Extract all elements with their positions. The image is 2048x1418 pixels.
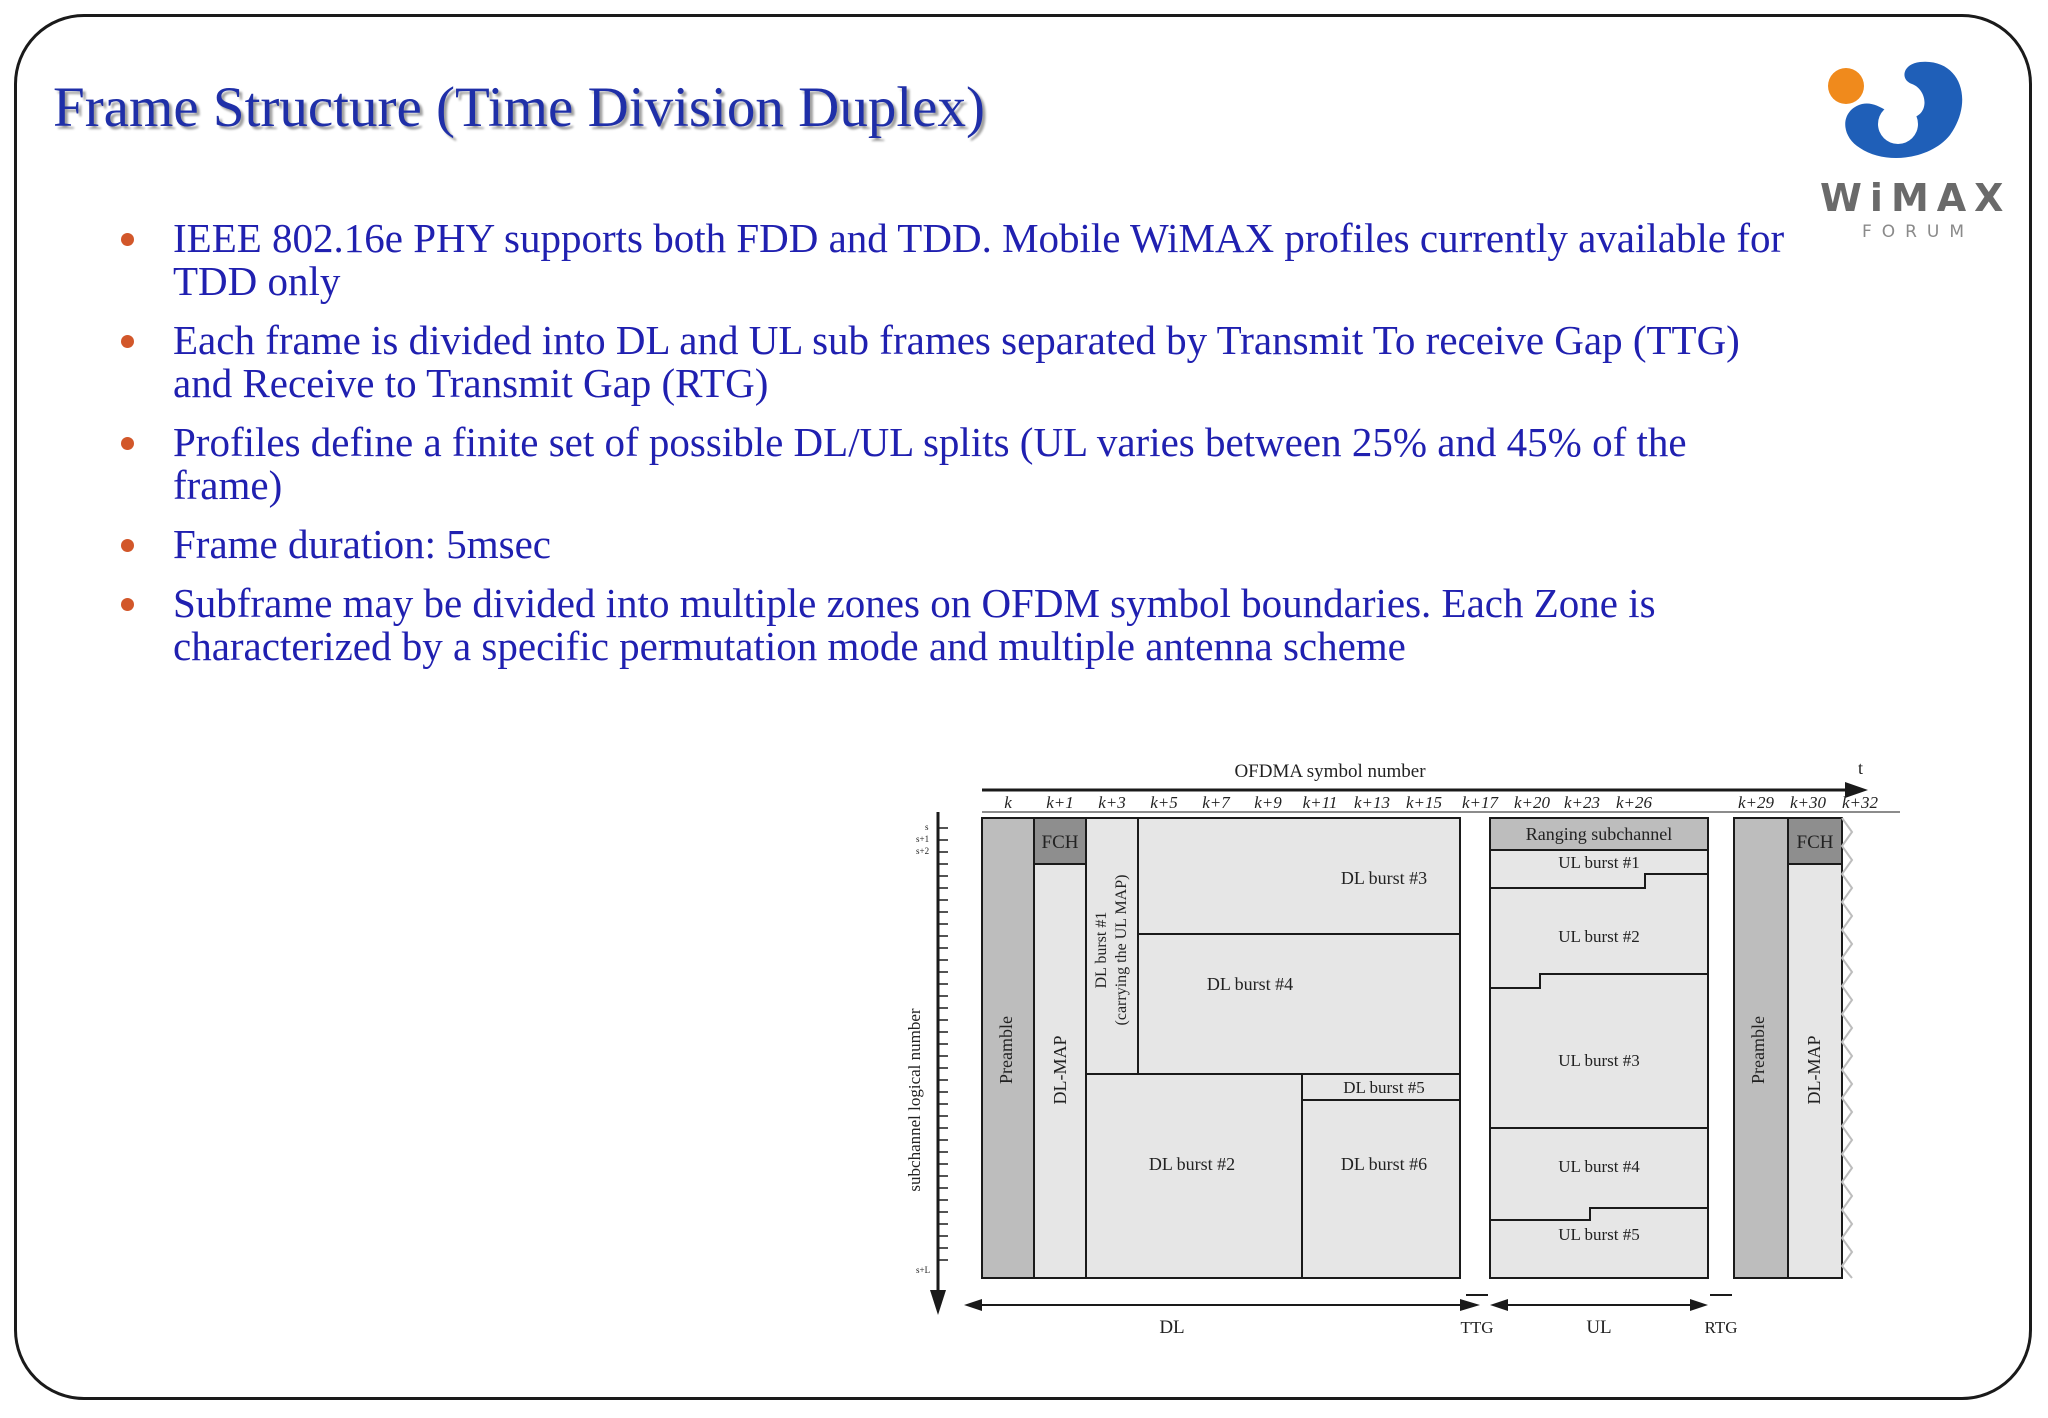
bullet-text: Each frame is divided into DL and UL sub frames separated by Transmit To receive Gap (TTG) and Receive to Transmit Gap (RTG) <box>173 317 1740 406</box>
rtg-span-label: RTG <box>1704 1318 1738 1337</box>
time-label: t <box>1858 758 1864 778</box>
subchannel-tick: s+L <box>916 1265 931 1275</box>
bullet-text: Frame duration: 5msec <box>173 521 552 567</box>
bullet-text: Subframe may be divided into multiple zones on OFDM symbol boundaries. Each Zone is characterized by a specific permutation mode and multiple antenna scheme <box>173 580 1656 669</box>
bullet-text: IEEE 802.16e PHY supports both FDD and TDD. Mobile WiMAX profiles currently available for TDD only <box>173 215 1785 304</box>
dl-burst-6-block <box>1302 1100 1460 1278</box>
dl-span-arrowhead-right-icon <box>1460 1299 1480 1311</box>
dl-burst-2-block <box>1086 1074 1302 1278</box>
ul-burst-1-label: UL burst #1 <box>1558 853 1640 872</box>
preamble-label: Preamble <box>996 1016 1016 1084</box>
symbol-tick: k+13 <box>1353 793 1391 812</box>
bullet-item <box>93 582 1793 668</box>
ul-burst-3-label: UL burst #3 <box>1558 1051 1640 1070</box>
logo-wordmark: WiMAX <box>1820 176 2012 220</box>
symbol-tick: k+20 <box>1513 793 1551 812</box>
subchannel-tick: s+1 <box>916 834 930 844</box>
symbol-tick: k+7 <box>1202 793 1230 812</box>
bullet-dot-icon <box>121 539 134 552</box>
ranging-label: Ranging subchannel <box>1525 824 1673 844</box>
y-axis-label: subchannel logical number <box>905 1008 924 1192</box>
y-axis-arrowhead-icon <box>930 1290 946 1315</box>
dl-burst-4-block <box>1138 934 1460 1074</box>
dl-burst-5-label: DL burst #5 <box>1343 1078 1425 1097</box>
frame-continuation-edge <box>1842 818 1852 1278</box>
logo-orange-dot <box>1828 68 1864 104</box>
bullet-item <box>93 421 1793 507</box>
symbol-tick: k+26 <box>1615 793 1653 812</box>
logo-white-dot <box>1878 104 1918 144</box>
symbol-tick: k <box>1004 793 1012 812</box>
bullet-dot-icon <box>121 335 134 348</box>
bullet-item <box>93 217 1793 303</box>
bullet-list <box>93 217 1793 684</box>
ul-span-arrowhead-right-icon <box>1690 1299 1708 1311</box>
x-axis-label: OFDMA symbol number <box>1234 761 1426 782</box>
fch-label: FCH <box>1041 832 1079 853</box>
bullet-dot-icon <box>121 598 134 611</box>
symbol-tick: k+1 <box>1046 793 1074 812</box>
dl-span-arrowhead-left-icon <box>964 1299 982 1311</box>
symbol-tick: k+11 <box>1302 793 1338 812</box>
symbol-tick: k+15 <box>1405 793 1443 812</box>
symbol-tick: k+5 <box>1150 793 1178 812</box>
subchannel-tick: s+2 <box>916 846 930 856</box>
next-dl-map-label: DL-MAP <box>1804 1035 1824 1105</box>
symbol-tick: k+9 <box>1254 793 1282 812</box>
ul-burst-4-label: UL burst #4 <box>1558 1157 1640 1176</box>
ul-span-arrowhead-left-icon <box>1490 1299 1508 1311</box>
ul-span-label: UL <box>1586 1317 1612 1338</box>
symbol-tick-row <box>982 793 1900 812</box>
next-fch-label: FCH <box>1796 832 1834 853</box>
dl-burst-6-label: DL burst #6 <box>1340 1154 1428 1174</box>
symbol-tick: k+3 <box>1098 793 1126 812</box>
bullet-text: Profiles define a finite set of possible DL/UL splits (UL varies between 25% and 45% of the frame) <box>173 419 1687 508</box>
ul-burst-5-label: UL burst #5 <box>1558 1225 1640 1244</box>
dl-span-label: DL <box>1159 1317 1185 1338</box>
bullet-dot-icon <box>121 437 134 450</box>
next-preamble-label: Preamble <box>1748 1016 1768 1084</box>
bullet-item <box>93 523 1793 566</box>
symbol-tick: k+17 <box>1461 793 1499 812</box>
ul-burst-2-label: UL burst #2 <box>1558 927 1640 946</box>
dl-burst-1-label: DL burst #1 <box>1093 911 1110 989</box>
dl-burst-1-sublabel: (carrying the UL MAP) <box>1113 874 1130 1026</box>
symbol-tick: k+23 <box>1563 793 1601 812</box>
symbol-tick: k+30 <box>1789 793 1827 812</box>
dl-burst-2-label: DL burst #2 <box>1148 1154 1236 1174</box>
slide-title: Frame Structure (Time Division Duplex) <box>53 76 985 139</box>
bullet-dot-icon <box>121 233 134 246</box>
dl-burst-4-label: DL burst #4 <box>1206 974 1294 994</box>
dl-map-label: DL-MAP <box>1050 1035 1070 1105</box>
subchannel-tick: s <box>925 822 929 832</box>
bullet-item <box>93 319 1793 405</box>
symbol-tick: k+32 <box>1841 793 1879 812</box>
tdd-frame-diagram <box>890 750 1900 1345</box>
ttg-span-label: TTG <box>1460 1318 1494 1337</box>
logo-subtitle: FORUM <box>1861 222 1975 242</box>
dl-burst-3-label: DL burst #3 <box>1340 868 1428 888</box>
symbol-tick: k+29 <box>1737 793 1775 812</box>
